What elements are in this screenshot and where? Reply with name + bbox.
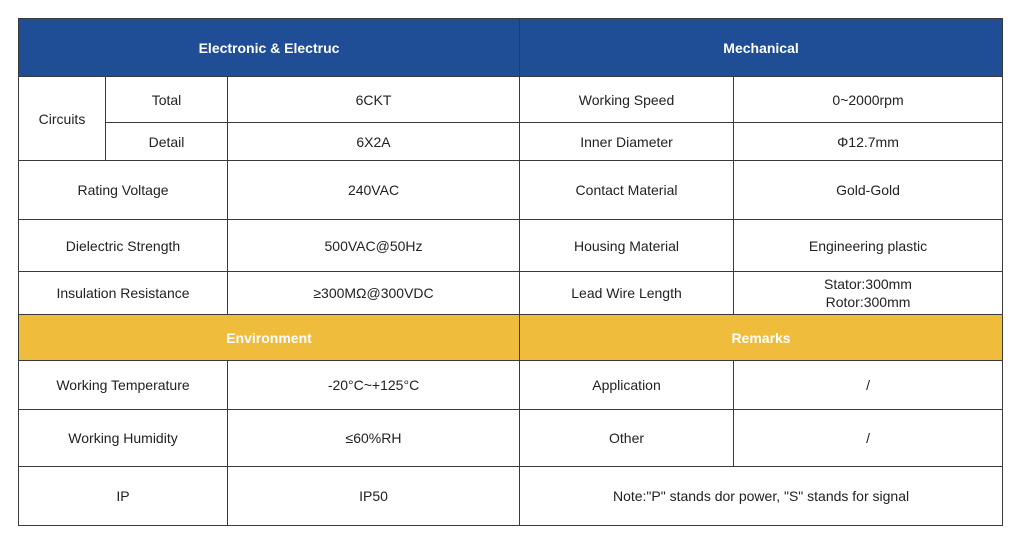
- header-row-top: [19, 19, 1003, 77]
- circuits-total-value: 6CKT: [228, 77, 520, 123]
- inner-diameter-value: Φ12.7mm: [734, 123, 1003, 161]
- working-humidity-value: ≤60%RH: [228, 410, 520, 467]
- housing-material-value: Engineering plastic: [734, 220, 1003, 272]
- rating-voltage-value: 240VAC: [228, 161, 520, 220]
- application-value: /: [734, 361, 1003, 410]
- other-value: /: [734, 410, 1003, 467]
- table-row: [19, 77, 1003, 123]
- circuits-detail-value: 6X2A: [228, 123, 520, 161]
- remarks-header: Remarks: [520, 315, 1003, 361]
- working-speed-label: Working Speed: [520, 77, 734, 123]
- remarks-note: Note:"P" stands dor power, "S" stands for signal: [520, 467, 1003, 526]
- circuits-label: Circuits: [19, 77, 106, 161]
- insulation-resistance-value: ≥300MΩ@300VDC: [228, 272, 520, 315]
- lead-wire-length-value: [734, 272, 1003, 315]
- contact-material-value: Gold-Gold: [734, 161, 1003, 220]
- working-speed-value: 0~2000rpm: [734, 77, 1003, 123]
- housing-material-label: Housing Material: [520, 220, 734, 272]
- specification-table: [18, 18, 1003, 526]
- working-temperature-value: -20°C~+125°C: [228, 361, 520, 410]
- table-row: [19, 410, 1003, 467]
- working-temperature-label: Working Temperature: [19, 361, 228, 410]
- electronic-header: Electronic & Electruc: [19, 19, 520, 77]
- table-row: [19, 161, 1003, 220]
- circuits-total-label: Total: [106, 77, 228, 123]
- ip-label: IP: [19, 467, 228, 526]
- working-humidity-label: Working Humidity: [19, 410, 228, 467]
- table-row: [19, 361, 1003, 410]
- lead-wire-rotor-value: Rotor:300mm: [825, 294, 911, 310]
- rating-voltage-label: Rating Voltage: [19, 161, 228, 220]
- dielectric-strength-label: Dielectric Strength: [19, 220, 228, 272]
- lead-wire-stator-value: Stator:300mm: [824, 276, 912, 292]
- header-row-middle: [19, 315, 1003, 361]
- table-row: [19, 272, 1003, 315]
- circuits-detail-label: Detail: [106, 123, 228, 161]
- table-row: [19, 467, 1003, 526]
- ip-value: IP50: [228, 467, 520, 526]
- table-row: [19, 123, 1003, 161]
- application-label: Application: [520, 361, 734, 410]
- dielectric-strength-value: 500VAC@50Hz: [228, 220, 520, 272]
- table-row: [19, 220, 1003, 272]
- inner-diameter-label: Inner Diameter: [520, 123, 734, 161]
- environment-header: Environment: [19, 315, 520, 361]
- mechanical-header: Mechanical: [520, 19, 1003, 77]
- insulation-resistance-label: Insulation Resistance: [19, 272, 228, 315]
- lead-wire-length-label: Lead Wire Length: [520, 272, 734, 315]
- other-label: Other: [520, 410, 734, 467]
- contact-material-label: Contact Material: [520, 161, 734, 220]
